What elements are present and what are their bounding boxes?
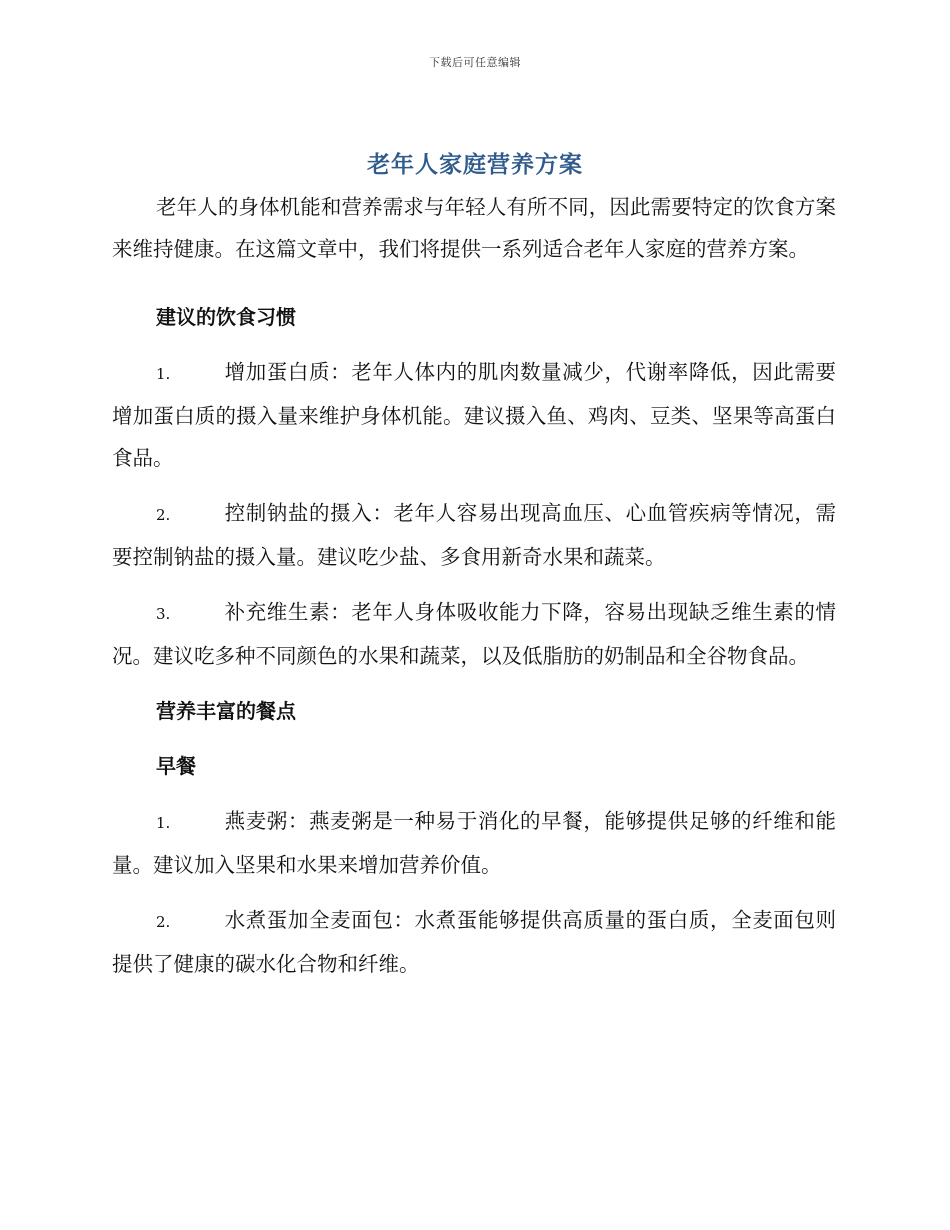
list-item-text: 控制钠盐的摄入：老年人容易出现高血压、心血管疾病等情况，需要控制钠盐的摄入量。建议吃少盐、多食用新奇水果和蔬菜。 (112, 501, 836, 569)
list-item-text: 燕麦粥：燕麦粥是一种易于消化的早餐，能够提供足够的纤维和能量。建议加入坚果和水果来增加营养价值。 (112, 809, 836, 877)
list-item (112, 351, 836, 479)
section-heading-eating-habits: 建议的饮食习惯 (156, 305, 296, 329)
section-heading-nutritious-meals: 营养丰富的餐点 (156, 699, 296, 723)
page-header-note: 下载后可任意编辑 (429, 56, 521, 69)
list-item (112, 492, 836, 578)
list-item (112, 591, 836, 677)
list-item-number: 1. (156, 814, 171, 832)
document-title: 老年人家庭营养方案 (367, 152, 583, 178)
document-body (112, 186, 836, 998)
list-item-number: 2. (156, 506, 171, 524)
list-item-number: 2. (156, 913, 171, 931)
list-item (112, 899, 836, 985)
intro-paragraph: 老年人的身体机能和营养需求与年轻人有所不同，因此需要特定的饮食方案来维持健康。在这篇文章中，我们将提供一系列适合老年人家庭的营养方案。 (112, 195, 836, 261)
subheading-breakfast: 早餐 (156, 754, 196, 778)
list-item-number: 3. (156, 605, 171, 623)
list-item (112, 800, 836, 886)
list-item-number: 1. (156, 365, 171, 383)
list-item-text: 水煮蛋加全麦面包：水煮蛋能够提供高质量的蛋白质，全麦面包则提供了健康的碳水化合物和纤维。 (112, 908, 836, 976)
list-item-text: 增加蛋白质：老年人体内的肌肉数量减少，代谢率降低，因此需要增加蛋白质的摄入量来维护身体机能。建议摄入鱼、鸡肉、豆类、坚果等高蛋白食品。 (112, 360, 836, 470)
spacer (112, 270, 836, 283)
list-item-text: 补充维生素：老年人身体吸收能力下降，容易出现缺乏维生素的情况。建议吃多种不同颜色的水果和蔬菜，以及低脂肪的奶制品和全谷物食品。 (112, 600, 836, 668)
